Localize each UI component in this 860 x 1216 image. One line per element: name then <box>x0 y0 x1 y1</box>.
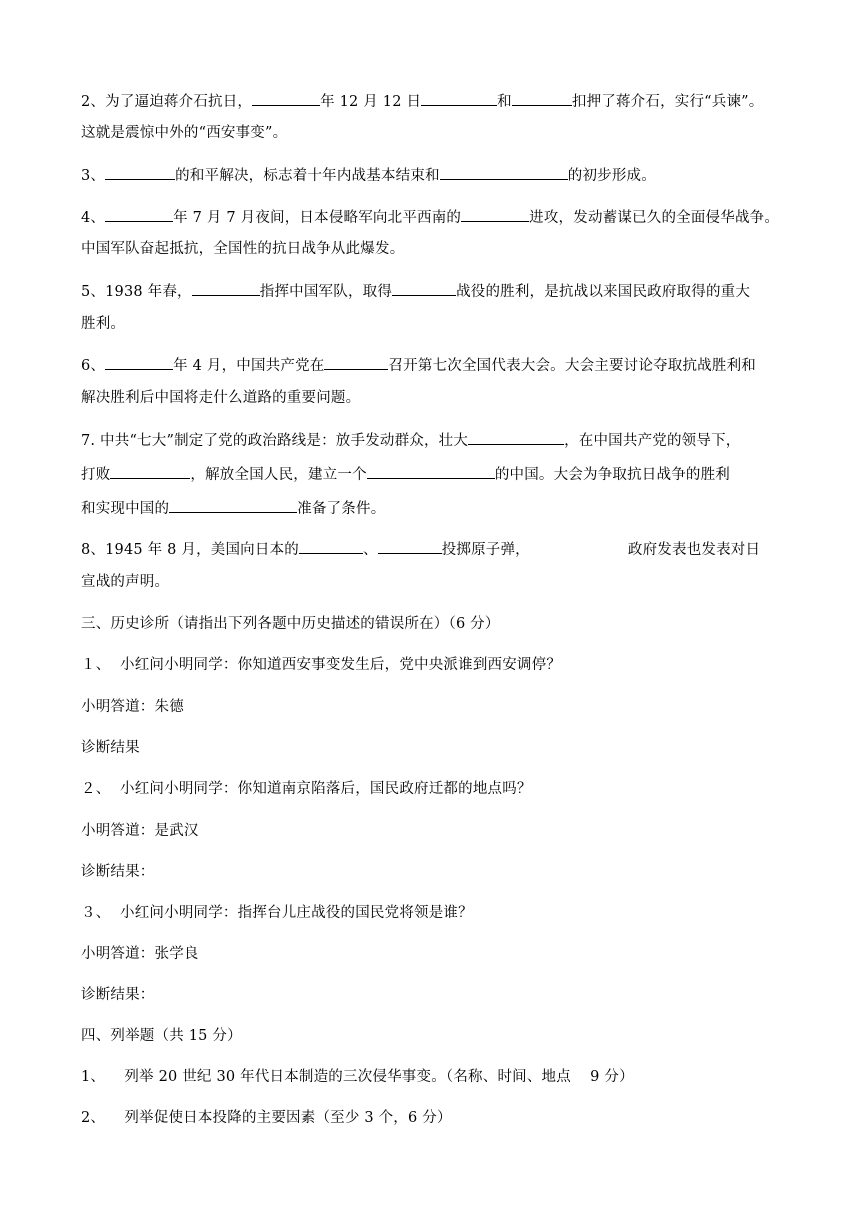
q4-text-1: 4、 <box>81 210 106 226</box>
q6-blank-place <box>324 355 388 370</box>
q6-text-3: 召开第七次全国代表大会。大会主要讨论夺取抗战胜利和 <box>388 358 756 374</box>
question-3 <box>81 165 656 186</box>
q5-text-2: 指挥中国军队，取得 <box>259 284 393 300</box>
q7-blank-nation <box>367 464 495 479</box>
q3-blank-front <box>440 165 568 180</box>
section-4-title: 四、列举题（共 15 分） <box>81 1028 242 1044</box>
q2-text-4: 扣押了蒋介石，实行“兵谏”。 <box>571 94 764 110</box>
q7-blank-strength <box>468 430 564 445</box>
question-7-line-2 <box>81 464 730 485</box>
q7-text-4: ，解放全国人民，建立一个 <box>190 467 367 483</box>
question-7-line-3 <box>81 498 385 519</box>
q6-blank-year <box>105 355 173 370</box>
q8-blank-city-1 <box>299 539 363 554</box>
q7-blank-future <box>169 498 297 513</box>
q4-blank-place <box>461 207 529 222</box>
q7-text-5: 的中国。大会为争取抗日战争的胜利 <box>494 467 731 483</box>
q2-text-3: 和 <box>497 94 512 110</box>
q3-blank-event <box>105 165 175 180</box>
q7-text-6: 和实现中国的 <box>81 501 170 517</box>
section-3-title: 三、历史诊所（请指出下列各题中历史描述的错误所在）（6 分） <box>81 616 500 632</box>
question-5-line-2: 胜利。 <box>81 316 126 332</box>
clinic-1-answer: 小明答道：朱德 <box>81 699 184 715</box>
q5-text-3: 战役的胜利，是抗战以来国民政府取得的重大 <box>456 284 751 300</box>
q2-blank-person-2 <box>512 91 572 106</box>
list-item-1: 1、 列举 20 世纪 30 年代日本制造的三次侵华事变。（名称、时间、地点 9 分） <box>81 1069 634 1085</box>
q2-text-2: 年 12 月 12 日 <box>320 94 422 110</box>
q4-text-3: 进攻，发动蓄谋已久的全面侵华战争。 <box>529 210 780 226</box>
q6-text-1: 6、 <box>81 358 106 374</box>
q7-blank-enemy <box>110 464 190 479</box>
question-2-line-2: 这就是震惊中外的“西安事变”。 <box>81 125 288 141</box>
q5-text-1: 5、1938 年春， <box>81 284 192 300</box>
question-7-line-1 <box>81 430 740 451</box>
q8-text-2: 、 <box>362 542 378 558</box>
q7-text-1: 7. 中共“七大”制定了党的政治路线是：放手发动群众，壮大 <box>81 433 469 449</box>
q4-blank-year <box>105 207 173 222</box>
clinic-1-question: １、 小红问小明同学：你知道西安事变发生后，党中央派谁到西安调停？ <box>81 657 562 673</box>
q3-text-1: 3、 <box>81 168 106 184</box>
clinic-2-result: 诊断结果： <box>81 864 155 880</box>
q5-blank-battle <box>392 281 456 296</box>
q4-text-2: 年 7 月 7 月夜间，日本侵略军向北平西南的 <box>173 210 462 226</box>
question-5-line-1 <box>81 281 750 302</box>
clinic-3-answer: 小明答道：张学良 <box>81 946 199 962</box>
q7-text-7: 准备了条件。 <box>297 501 386 517</box>
question-6-line-2: 解决胜利后中国将走什么道路的重要问题。 <box>81 390 361 406</box>
q6-text-2: 年 4 月，中国共产党在 <box>173 358 325 374</box>
q7-text-3: 打败 <box>81 467 111 483</box>
question-6-line-1 <box>81 355 756 376</box>
question-8-line-2: 宣战的声明。 <box>81 574 170 590</box>
list-item-2: 2、 列举促使日本投降的主要因素（至少 3 个，6 分） <box>81 1110 452 1126</box>
q3-text-2: 的和平解决，标志着十年内战基本结束和 <box>175 168 440 184</box>
clinic-2-question: ２、 小红问小明同学：你知道南京陷落后，国民政府迁都的地点吗？ <box>81 781 532 797</box>
q2-blank-year <box>252 91 320 106</box>
question-2-line-1 <box>81 91 764 112</box>
q8-text-3: 投掷原子弹， <box>441 542 530 558</box>
question-4-line-2: 中国军队奋起抵抗，全国性的抗日战争从此爆发。 <box>81 241 405 257</box>
q8-blank-city-2 <box>378 539 442 554</box>
q8-text-1: 8、1945 年 8 月，美国向日本的 <box>81 542 299 558</box>
q3-text-3: 的初步形成。 <box>567 168 656 184</box>
q2-blank-person-1 <box>421 91 497 106</box>
q8-text-4: 政府发表也发表对日 <box>627 542 761 558</box>
question-8-line-1 <box>81 539 760 560</box>
clinic-2-answer: 小明答道：是武汉 <box>81 823 199 839</box>
q5-blank-commander <box>192 281 260 296</box>
clinic-3-question: ３、 小红问小明同学：指挥台儿庄战役的国民党将领是谁？ <box>81 905 473 921</box>
q2-text-1: 2、为了逼迫蒋介石抗日， <box>81 94 253 110</box>
clinic-1-result: 诊断结果 <box>81 740 140 756</box>
q7-text-2: ，在中国共产党的领导下， <box>564 433 741 449</box>
question-4-line-1 <box>81 207 779 228</box>
clinic-3-result: 诊断结果： <box>81 987 155 1003</box>
